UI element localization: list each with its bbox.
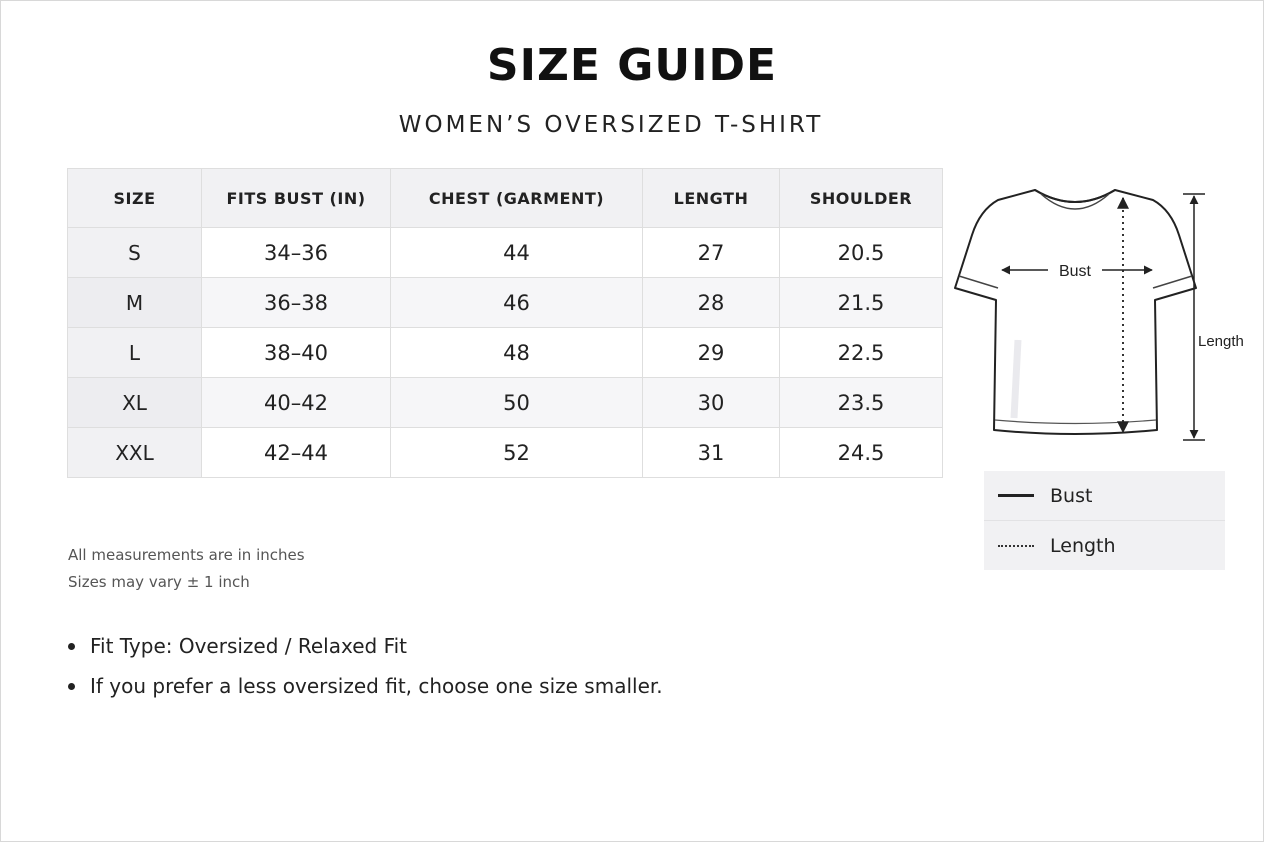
chest-cell: 48: [391, 328, 643, 378]
fits-bust-cell: 36–38: [202, 278, 391, 328]
legend-label: Bust: [1050, 484, 1093, 507]
fits-bust-cell: 38–40: [202, 328, 391, 378]
shoulder-cell: 22.5: [780, 328, 943, 378]
length-cell: 28: [643, 278, 780, 328]
fit-bullets: [68, 626, 663, 706]
size-cell: S: [68, 228, 202, 278]
length-label: Length: [1198, 333, 1244, 350]
size-table: [67, 168, 943, 478]
chest-cell: 44: [391, 228, 643, 278]
page-title: SIZE GUIDE: [486, 40, 778, 91]
column-header-chest: CHEST (GARMENT): [391, 169, 643, 228]
fits-bust-cell: 34–36: [202, 228, 391, 278]
solid-line-icon: [998, 494, 1034, 497]
table-row: [68, 428, 943, 478]
shoulder-cell: 21.5: [780, 278, 943, 328]
list-item: [68, 626, 663, 666]
shoulder-cell: 20.5: [780, 228, 943, 278]
size-cell: L: [68, 328, 202, 378]
shoulder-cell: 24.5: [780, 428, 943, 478]
table-header-row: [68, 169, 943, 228]
chest-cell: 50: [391, 378, 643, 428]
tshirt-icon: [955, 190, 1196, 434]
table-row: [68, 378, 943, 428]
table-row: [68, 228, 943, 278]
fits-bust-cell: 42–44: [202, 428, 391, 478]
chest-cell: 52: [391, 428, 643, 478]
size-cell: M: [68, 278, 202, 328]
legend-item-bust: [984, 471, 1225, 520]
size-cell: XXL: [68, 428, 202, 478]
length-cell: 30: [643, 378, 780, 428]
shoulder-cell: 23.5: [780, 378, 943, 428]
note-line: All measurements are in inches: [68, 546, 305, 564]
length-cell: 27: [643, 228, 780, 278]
diagram-legend: [984, 471, 1225, 570]
column-header-fits-bust: FITS BUST (IN): [202, 169, 391, 228]
dotted-line-icon: [998, 545, 1034, 547]
length-cell: 29: [643, 328, 780, 378]
bullet-text: Fit Type: Oversized / Relaxed Fit: [90, 634, 408, 658]
column-header-shoulder: SHOULDER: [780, 169, 943, 228]
bullet-text: If you prefer a less oversized fit, choose one size smaller.: [90, 674, 663, 698]
table-row: [68, 328, 943, 378]
list-item: [68, 666, 663, 706]
column-header-length: LENGTH: [643, 169, 780, 228]
table-row: [68, 278, 943, 328]
page-subtitle: WOMEN’S OVERSIZED T-SHIRT: [398, 112, 824, 138]
bullet-icon: [68, 683, 75, 690]
tshirt-diagram: [940, 180, 1260, 450]
fits-bust-cell: 40–42: [202, 378, 391, 428]
legend-label: Length: [1050, 534, 1116, 557]
note-line: Sizes may vary ± 1 inch: [68, 573, 250, 591]
bullet-icon: [68, 643, 75, 650]
measurement-notes: [68, 542, 305, 596]
legend-item-length: [984, 520, 1225, 570]
size-cell: XL: [68, 378, 202, 428]
column-header-size: SIZE: [68, 169, 202, 228]
length-cell: 31: [643, 428, 780, 478]
bust-label: Bust: [1058, 263, 1092, 280]
chest-cell: 46: [391, 278, 643, 328]
